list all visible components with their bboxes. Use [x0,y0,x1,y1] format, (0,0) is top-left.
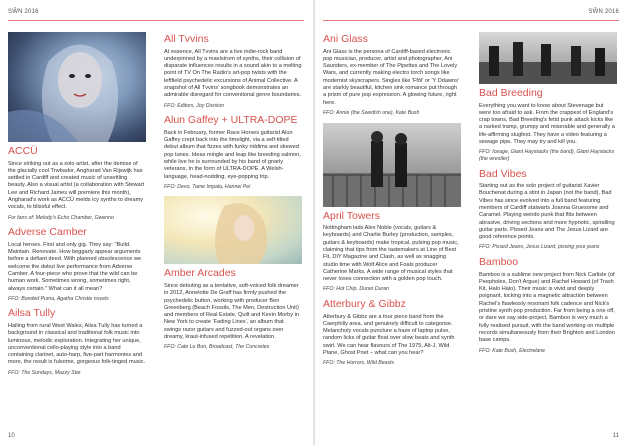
entry-amber-arcades [164,268,302,351]
entry-title: Alun Gaffey + ULTRA-DOPE [164,114,298,127]
entry-ailsa-tully [8,308,146,376]
column-2 [164,30,302,357]
entry-title: Ani Glass [323,33,368,45]
entry-atterbury-gibbz [323,299,461,367]
entry-credit: For fans of: Melody's Echo Chamber, Gwenno [8,214,114,221]
entry-body: Hailing from rural West Wales, Ailsa Tully has turned a background in classical and traditional folk music into luminous, melodic exploration. Integrating her unique, unconventional cello-playing style into a band containing clarinet, auto-harp, five-part harmonies and more, the result is fulsome, gorgeous folk-tinged music. [8,322,146,366]
entry-body: Nottingham lads Alex Noble (vocals, guitars & keyboards) and Charlie Burley (production, samples, guitars & keyboards) make tropical, pulsing pop music, claiming that tips from the tastemakers at Line of Best Fit, DIY Magazine and Clash, as well as snagging studio time with Wolf Alice and Foals producer Catherine Marks. A wide range of musical styles that never loses connection with a golden pop touch. [323,225,459,283]
amber-arcades-illustration [164,196,302,264]
entry-adverse-camber [8,227,146,302]
page-number: 10 [8,433,15,439]
entry-credit: FFO: Kate Bush, Electrelane [479,347,546,354]
entry-body: Since striking out as a solo artist, after the demise of the glacially cool Trwbador, Angharad Van Rijswijk has settled in Cardiff and created music of unsettling beauty. Also a visual artist (a collaboration with Stewart Lee and Richard James will premiere this month), Angharad's work as ACCÜ melds icy synths to dreamy vocals, to blissful effect. [8,160,145,211]
entry-body: Atterbury & Gibbz are a four piece band from the Caerphilly area, and genuinely difficult to categorise. Melancholy vocals puncture a haze of laptop pulse, random licks of guitar float over slow beats and synth swirl. We can hear flavours of The 1975, Alt-J, Wild Plane, Ghost Poet – what can you hear? [323,313,455,357]
entry-title: April Towers [323,209,380,222]
entry-title: All Tvvins [164,33,209,45]
column-1 [323,30,461,373]
april-towers-photo [323,123,461,207]
entry-credit: FFO: Hot Chip, Duran Duran [323,286,390,293]
april-towers-illustration [323,123,461,207]
entry-credit: FFO: Devo, Tame Impala, Hannei Pei [164,183,251,190]
entry-april-towers [323,211,461,294]
entry-all-tvvins [164,34,302,109]
bad-breeding-photo [479,32,617,84]
entry-body: Starting out as the solo project of guitarist Xavier Bouchenat during a stint in Japan (not the band), Bad Vibes has since evolved into a full band featuring members of Cardiff stalwarts Joanna Gruesome and Caramel. Playing weirdo punk that flits between abrasive, driving sections and more hypnotic, spiralling guitar parts. Pissed Jeans and The Jesus Lizard are good reference points. [479,183,615,241]
column-2 [479,32,617,360]
page-number: 11 [612,433,619,439]
entry-body: Since debuting as a tentative, soft-voiced folk dreamer in 2012, Annelotte De Graff has firmly pushed the psychedelic button, working with producer Ben Greenberg (Beach Fossils, The Men, Destruction Unit) and members of Real Estate, Quilt and Kevin Morby in New York to create 'Fading Lines', an album that swings razor guitars and fuzzed-out organs over dreamy, kraut-infused repetition. A revelation. [164,282,299,341]
entry-body: Ani Glass is the persona of Cardiff-based electronic pop musician, producer, artist and photographer, Ani Saunders, ex-member of The Pipettes and The Lovely Wars, and currently making electro torch songs like modernist skyscrapers. Singles like 'Ffôl' or 'Y Ddawns' are starkly beautiful, kitchen sink romance put through a prism of pure pop expression. A glowing future, right here. [323,48,459,106]
entry-credit: FFO: Iceage, Giant Haystacks (the band), Giant Haystacks (the wrestler) [479,149,615,162]
accu-photo [8,32,146,142]
left-page [0,0,313,445]
entry-credit: FFO: The Horrors, Wild Beasts [323,360,395,367]
entry-credit: FFO: Editors, Joy Division [164,102,224,109]
entry-credit: FFO: Annie (the Swedish one), Kate Bush [323,109,420,116]
entry-title: Adverse Camber [8,226,87,239]
entry-title: Atterbury & Gibbz [323,298,406,311]
accu-portrait-illustration [8,32,146,142]
entry-title: Bad Vibes [479,167,527,180]
entry-ani-glass [323,34,461,117]
entry-title: Ailsa Tully [8,307,56,320]
bad-breeding-illustration [479,32,617,84]
entry-credit: FFO: Bonded Puma, Agatha Christie novels [8,295,109,302]
running-head: SŴN 2016 [8,9,39,15]
entry-body: At essence, All Tvvins are a live indie-rock band underpinned by a maelstrom of synths, their collision of disparate influences results in a sound akin to a melting point of TV On The Radio's art-pop twists with the leftfield psychedelic excursions of Animal Collective. A snapshot of All Tvvins' songbook demonstrates an admirable disregard for conventional genre boundaries. [164,48,302,99]
entry-title: Amber Arcades [164,267,236,280]
entry-alun-gaffey [164,115,302,190]
entry-credit: FFO: Pissed Jeans, Jesus Lizard, pissing your jeans [479,244,600,251]
right-page [314,0,627,445]
header-rule [323,20,619,21]
entry-accu [8,146,146,221]
column-1 [8,32,146,382]
entry-bamboo [479,257,617,354]
entry-title: Bamboo [479,256,519,269]
amber-arcades-photo [164,196,302,264]
entry-title: Bad Breeding [479,87,543,99]
entry-body: Local heroes. First and only gig. They say: "Build. Maintain. Renovate. How beggarly appear arguments before a defiant deed. With planned obsolescence we welcome the debut live performance from Adverse Camber. A four-piece who prove that the wild can be human work. Sometimes wrong, sometimes right, always certain." What can it all mean? [8,241,142,292]
entry-body: Bamboo is a sublime new project from Nick Carlisle (of Peepholes, Don't Argue) and Rachel Howard (of Trash Kit, Halo Halo). Their music is vivid and deeply poignant, locking into a magnetic attraction between Rachel's flawlessly resonant folk cadence and Nick's pristine synth pop production. Far from being a one off, or dare we say side-project, Bamboo is very much a fully realised pursuit, with the band working on multiple records simultaneously from their Brighton and London base camps. [479,271,615,344]
entry-title: ACCÜ [8,145,38,157]
entry-body: Everything you want to know about Stevenage but were too afraid to ask. From the crappest of England's crap towns, Bad Breeding's fetid punk attack kicks like a narked tramp, grumpy and miserable and generally a life-affirming slugfest. They have a video featuring a sewage pipe. They may try and kill you. [479,102,615,146]
entry-body: Back in February, former Race Horses guitarist Alun Gaffey crept back into the limelight, via a self-titled debut album that fizzes with funky riddims and skewed pop tunes. Ideas mingle and leap like breeding salmon, while live he is surrounded by his band of gnarly veterans, in the form of ULTRA-DOPE. A Welsh-language, head-nodding, eye-popping trip. [164,129,301,180]
running-head: SŴN 2016 [588,9,619,15]
entry-credit: FFO: Cate Le Bon, Broadcast, The Concretes [164,344,270,351]
header-rule [8,20,304,21]
entry-bad-breeding [479,88,617,163]
entry-credit: FFO: The Sundays, Mazzy Star [8,369,81,376]
entry-bad-vibes [479,169,617,252]
